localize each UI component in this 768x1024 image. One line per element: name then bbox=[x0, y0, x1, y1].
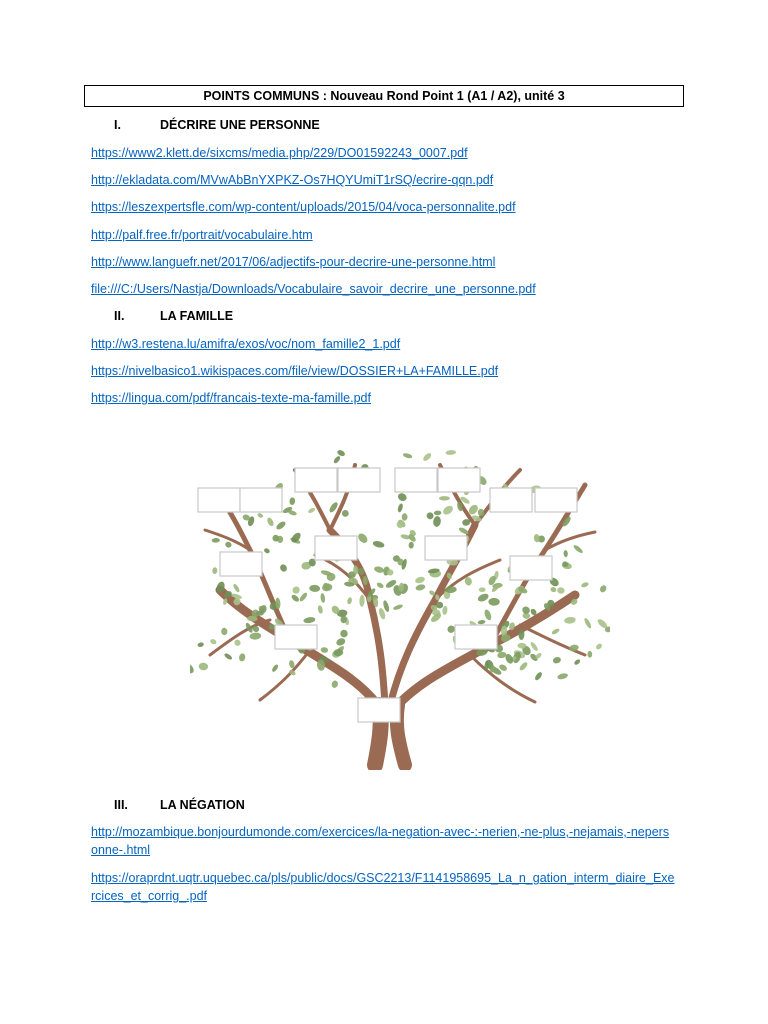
leaf bbox=[518, 661, 528, 672]
section-number: II. bbox=[114, 309, 125, 323]
section-heading-family bbox=[114, 308, 233, 324]
leaf bbox=[289, 497, 295, 505]
link-uqtr[interactable]: https://oraprdnt.uqtr.uquebec.ca/pls/public/docs/GSC2213/F1141958695_La_n_gation_interm_diaire_Exercices_et_corrig_.pdf bbox=[91, 871, 675, 903]
leaf bbox=[402, 513, 408, 521]
leaf bbox=[199, 662, 209, 670]
leaf bbox=[303, 616, 316, 624]
leaf bbox=[397, 492, 408, 503]
leaf bbox=[534, 671, 543, 681]
leaf bbox=[426, 511, 435, 520]
section-heading-negation bbox=[114, 797, 245, 813]
empty-name-frame bbox=[358, 698, 400, 722]
link-palf[interactable]: http://palf.free.fr/portrait/vocabulaire.htm bbox=[91, 228, 313, 242]
leaf bbox=[445, 450, 456, 456]
leaf bbox=[320, 593, 326, 603]
leaf bbox=[263, 547, 271, 554]
empty-name-frame bbox=[295, 468, 337, 492]
leaf bbox=[212, 538, 220, 543]
leaf bbox=[320, 647, 328, 653]
empty-name-frame bbox=[438, 468, 480, 492]
leaf bbox=[550, 586, 557, 593]
empty-name-frame bbox=[425, 536, 467, 560]
leaf bbox=[298, 591, 308, 602]
empty-name-frame bbox=[315, 536, 357, 560]
leaf bbox=[563, 550, 568, 557]
leaf bbox=[333, 455, 342, 464]
leaf bbox=[595, 643, 603, 651]
empty-name-frame bbox=[535, 488, 577, 512]
link-ekladata[interactable]: http://ekladata.com/MVwAbBnYXPKZ-Os7HQYUmiT1rSQ/ecrire-qqn.pdf bbox=[91, 173, 494, 187]
leaf bbox=[335, 637, 346, 647]
empty-name-frame bbox=[275, 625, 317, 649]
section-title: LA FAMILLE bbox=[160, 309, 234, 323]
leaf bbox=[190, 663, 195, 675]
leaf bbox=[402, 452, 412, 459]
leaf bbox=[483, 609, 492, 622]
leaf bbox=[415, 583, 426, 591]
leaf bbox=[347, 597, 353, 605]
leaf bbox=[599, 584, 608, 593]
leaf bbox=[432, 516, 441, 528]
leaf bbox=[583, 617, 592, 629]
leaf bbox=[376, 581, 385, 589]
leaf bbox=[587, 651, 592, 658]
link-bonjourdumonde[interactable]: http://mozambique.bonjourdumonde.com/exercices/la-negation-avec-:-nerien,-ne-plus,-nejamais,-nepersonne-.html bbox=[91, 825, 670, 857]
link-local-file[interactable]: file:///C:/Users/Nastja/Downloads/Vocabulaire_savoir_decrire_une_personne.pdf bbox=[91, 282, 536, 296]
empty-name-frame bbox=[395, 468, 437, 492]
empty-name-frame bbox=[240, 488, 282, 512]
leaf bbox=[393, 604, 404, 611]
leaf bbox=[257, 512, 264, 519]
leaf bbox=[331, 680, 339, 689]
section-number: I. bbox=[114, 118, 121, 132]
leaf bbox=[573, 658, 581, 665]
link-lingua[interactable]: https://lingua.com/pdf/francais-texte-ma-famille.pdf bbox=[91, 391, 371, 405]
leaf bbox=[422, 452, 433, 463]
leaf bbox=[233, 638, 242, 647]
leaf bbox=[557, 587, 565, 594]
leaf bbox=[477, 592, 490, 603]
leaf bbox=[336, 449, 346, 457]
leaf bbox=[307, 507, 316, 514]
leaf bbox=[271, 664, 279, 673]
leaf bbox=[564, 616, 576, 624]
leaf bbox=[224, 541, 232, 549]
link-leszexpertsfle[interactable]: https://leszexpertsfle.com/wp-content/uploads/2015/04/voca-personnalite.pdf bbox=[91, 200, 516, 214]
document-title: POINTS COMMUNS : Nouveau Rond Point 1 (A1 / A2), unité 3 bbox=[84, 85, 684, 107]
link-wikispaces[interactable]: https://nivelbasico1.wikispaces.com/file/view/DOSSIER+LA+FAMILLE.pdf bbox=[91, 364, 499, 378]
leaf bbox=[317, 605, 323, 614]
leaf bbox=[223, 652, 233, 660]
leaf bbox=[488, 598, 500, 606]
leaf bbox=[266, 517, 275, 528]
section-number: III. bbox=[114, 798, 128, 812]
leaf bbox=[439, 496, 450, 500]
link-languefr[interactable]: http://www.languefr.net/2017/06/adjectifs-pour-decrire-une-personne.html bbox=[91, 255, 496, 269]
empty-name-frame bbox=[490, 488, 532, 512]
leaf bbox=[477, 620, 485, 625]
leaf bbox=[551, 628, 560, 636]
empty-name-frame bbox=[198, 488, 240, 512]
leaf bbox=[356, 532, 369, 545]
leaf bbox=[209, 638, 217, 645]
section-title: DÉCRIRE UNE PERSONNE bbox=[160, 118, 320, 132]
section-title: LA NÉGATION bbox=[160, 798, 245, 812]
leaf bbox=[572, 544, 584, 554]
leaf bbox=[341, 509, 350, 518]
leaf bbox=[340, 630, 347, 638]
leaf bbox=[521, 605, 532, 615]
leaf bbox=[479, 587, 486, 592]
link-restena[interactable]: http://w3.restena.lu/amifra/exos/voc/nom_famille2_1.pdf bbox=[91, 337, 401, 351]
leaf bbox=[290, 593, 300, 602]
leaf bbox=[372, 540, 385, 549]
empty-name-frame bbox=[455, 625, 497, 649]
leaf bbox=[414, 576, 425, 585]
leaf bbox=[291, 585, 301, 595]
leaf bbox=[197, 642, 204, 648]
leaf bbox=[552, 656, 562, 664]
family-tree-illustration bbox=[190, 440, 610, 770]
leaf bbox=[442, 606, 448, 616]
link-klett[interactable]: https://www2.klett.de/sixcms/media.php/229/DO01592243_0007.pdf bbox=[91, 146, 468, 160]
leaf bbox=[238, 653, 246, 662]
empty-name-frame bbox=[338, 468, 380, 492]
leaf bbox=[212, 567, 217, 574]
leaf bbox=[373, 565, 384, 574]
leaf bbox=[249, 632, 261, 640]
leaf bbox=[408, 542, 414, 549]
section-heading-describe bbox=[114, 117, 320, 133]
leaf bbox=[275, 520, 287, 531]
leaf bbox=[580, 581, 589, 588]
leaf bbox=[434, 510, 442, 515]
leaf bbox=[309, 585, 320, 593]
leaf bbox=[221, 628, 228, 636]
empty-name-frame bbox=[220, 552, 262, 576]
leaf bbox=[397, 503, 404, 513]
leaf bbox=[529, 641, 539, 652]
leaf bbox=[557, 672, 569, 680]
leaf bbox=[279, 563, 289, 573]
empty-name-frame bbox=[510, 556, 552, 580]
leaf bbox=[232, 583, 240, 593]
leaf bbox=[441, 504, 454, 516]
leaf bbox=[359, 595, 365, 607]
